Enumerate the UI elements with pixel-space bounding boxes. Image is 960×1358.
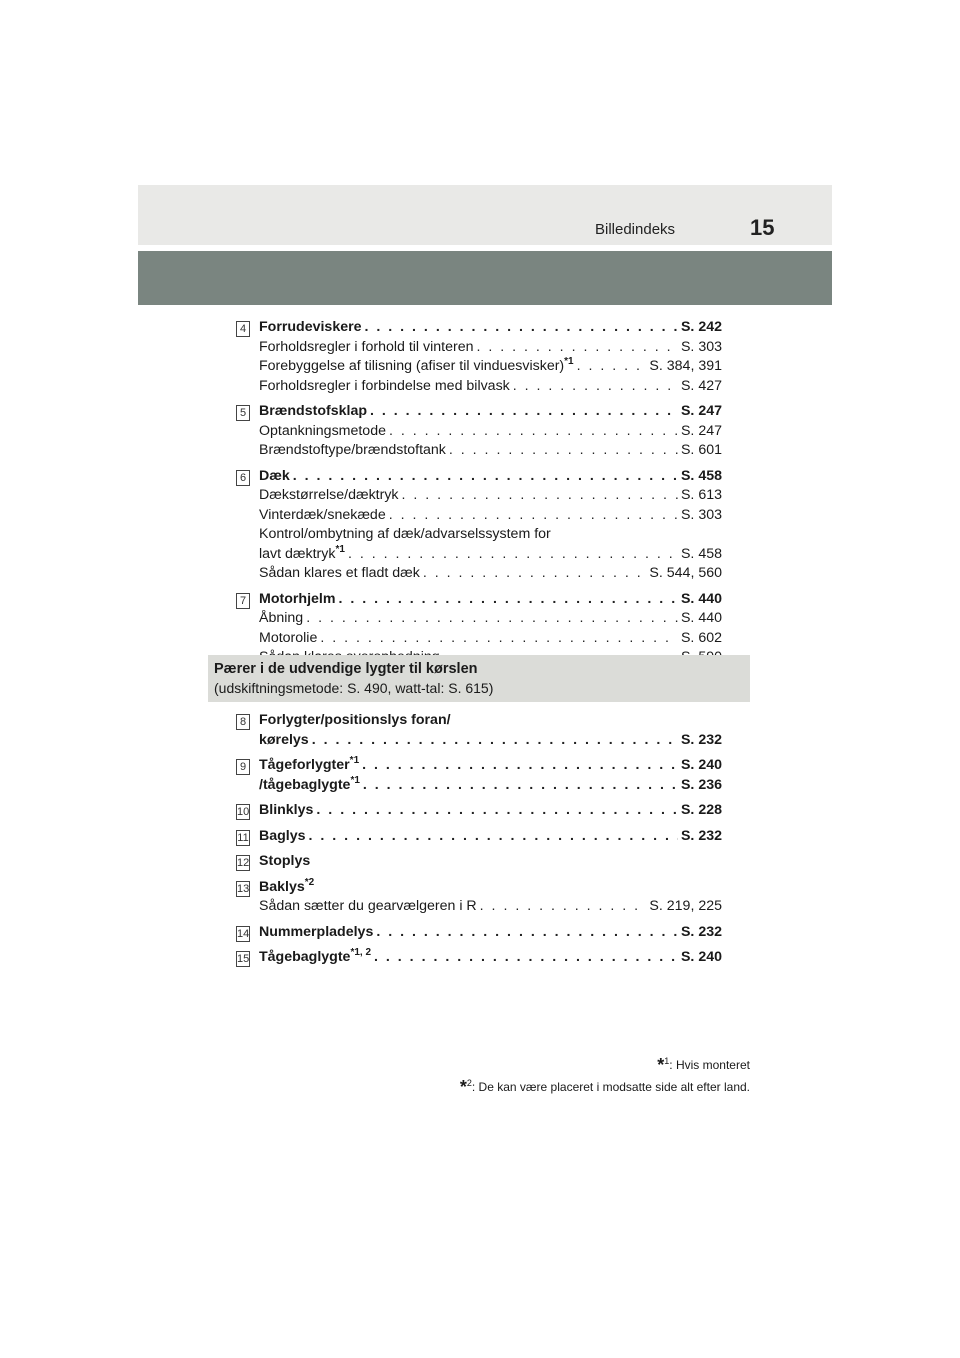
lights-index (236, 711, 722, 974)
callout-number: 9 (236, 759, 250, 775)
section-subtitle: (udskiftningsmetode: S. 490, watt-tal: S. 615) (214, 680, 494, 696)
index-line[interactable]: /tågebaglygte$^{*1}$ . . . S. 236 (259, 776, 722, 796)
index-line[interactable]: Baglys . . . S. 232 (259, 827, 722, 847)
index-line[interactable]: lavt dæktryk$^{*1}$ . . . S. 458 (259, 545, 722, 565)
index-line[interactable]: Forholdsregler i forhold til vinteren . . . S. 303 (259, 338, 722, 358)
callout-number: 13 (237, 882, 250, 895)
index-line[interactable]: Tågebaglygte$^{*1, 2}$ . . . S. 240 (259, 948, 722, 968)
section-title: Pærer i de udvendige lygter til kørslen (214, 661, 478, 677)
index-line[interactable]: Motorhjelm . . . S. 440 (259, 590, 722, 610)
index-line: Kontrol/ombytning af dæk/advarselssystem for (259, 526, 551, 542)
index-line[interactable]: Dæk . . . S. 458 (259, 467, 722, 487)
callout-number: 6 (236, 470, 250, 486)
index-line[interactable]: Sådan sætter du gearvælgeren i R . . . S. 219, 225 (259, 897, 722, 917)
callout-number: 10 (237, 806, 250, 818)
entry-label: Forrudeviskere (259, 319, 362, 335)
index-line: Baklys$^{*2}$ (259, 876, 315, 895)
index-line: Stoplys (259, 853, 311, 869)
index-entry-tail-lights (236, 827, 722, 847)
callout-number: 8 (236, 714, 250, 730)
index-entry-stop-lights (236, 852, 722, 872)
index-line[interactable]: Tågeforlygter$^{*1}$ . . . S. 240 (259, 756, 722, 776)
exterior-index (236, 318, 722, 674)
index-entry-rear-fog-light (236, 948, 722, 968)
header-band (138, 251, 832, 305)
index-line[interactable]: Optankningsmetode . . . S. 247 (259, 422, 722, 442)
callout-number: 4 (236, 321, 250, 337)
callout-number: 14 (237, 927, 250, 940)
index-line[interactable]: Dækstørrelse/dæktryk . . . S. 613 (259, 486, 722, 506)
footnote-1: *$^1$: Hvis monteret (657, 1055, 750, 1075)
index-line[interactable]: Blinklys . . . S. 228 (259, 801, 722, 821)
index-entry-wipers (236, 318, 722, 396)
callout-number: 11 (237, 831, 249, 844)
header-bar (138, 185, 832, 245)
index-line[interactable] (259, 318, 722, 338)
callout-number: 12 (237, 857, 250, 869)
index-entry-license-plate-lights (236, 923, 722, 943)
callout-number: 5 (236, 405, 250, 421)
index-line: Forlygter/positionslys foran/ (259, 712, 451, 728)
index-entry-tires (236, 467, 722, 584)
section-header-lights (208, 655, 750, 702)
index-entry-fuel-door (236, 402, 722, 461)
index-entry-turn-signals (236, 801, 722, 821)
index-line[interactable]: Forebyggelse af tilisning (afiser til vinduesvisker)$^{*1}$ . . . S. 384, 391 (259, 357, 722, 377)
index-line[interactable]: Åbning . . . S. 440 (259, 609, 722, 629)
index-line[interactable]: Brændstoftype/brændstoftank . . . S. 601 (259, 441, 722, 461)
index-line[interactable]: Motorolie . . . S. 602 (259, 629, 722, 649)
page-ref: S. 242 (680, 319, 722, 335)
index-line[interactable]: kørelys . . . S. 232 (259, 731, 722, 751)
index-entry-headlights (236, 711, 722, 750)
index-line[interactable]: Sådan klares et fladt dæk . . . S. 544, 560 (259, 564, 722, 584)
index-line[interactable]: Brændstofsklap . . . S. 247 (259, 402, 722, 422)
footnote-2: *$^2$: De kan være placeret i modsatte side alt efter land. (459, 1077, 750, 1097)
chapter-title: Billedindeks (595, 221, 676, 238)
index-line[interactable]: Forholdsregler i forbindelse med bilvask . . . S. 427 (259, 377, 722, 397)
index-line[interactable]: Vinterdæk/snekæde . . . S. 303 (259, 506, 722, 526)
index-entry-backup-lights (236, 878, 722, 917)
callout-number: 7 (236, 593, 250, 609)
index-line[interactable]: Nummerpladelys . . . S. 232 (259, 923, 722, 943)
page-number: 15 (750, 215, 775, 240)
index-entry-fog-lights (236, 756, 722, 795)
callout-number: 15 (237, 953, 250, 965)
